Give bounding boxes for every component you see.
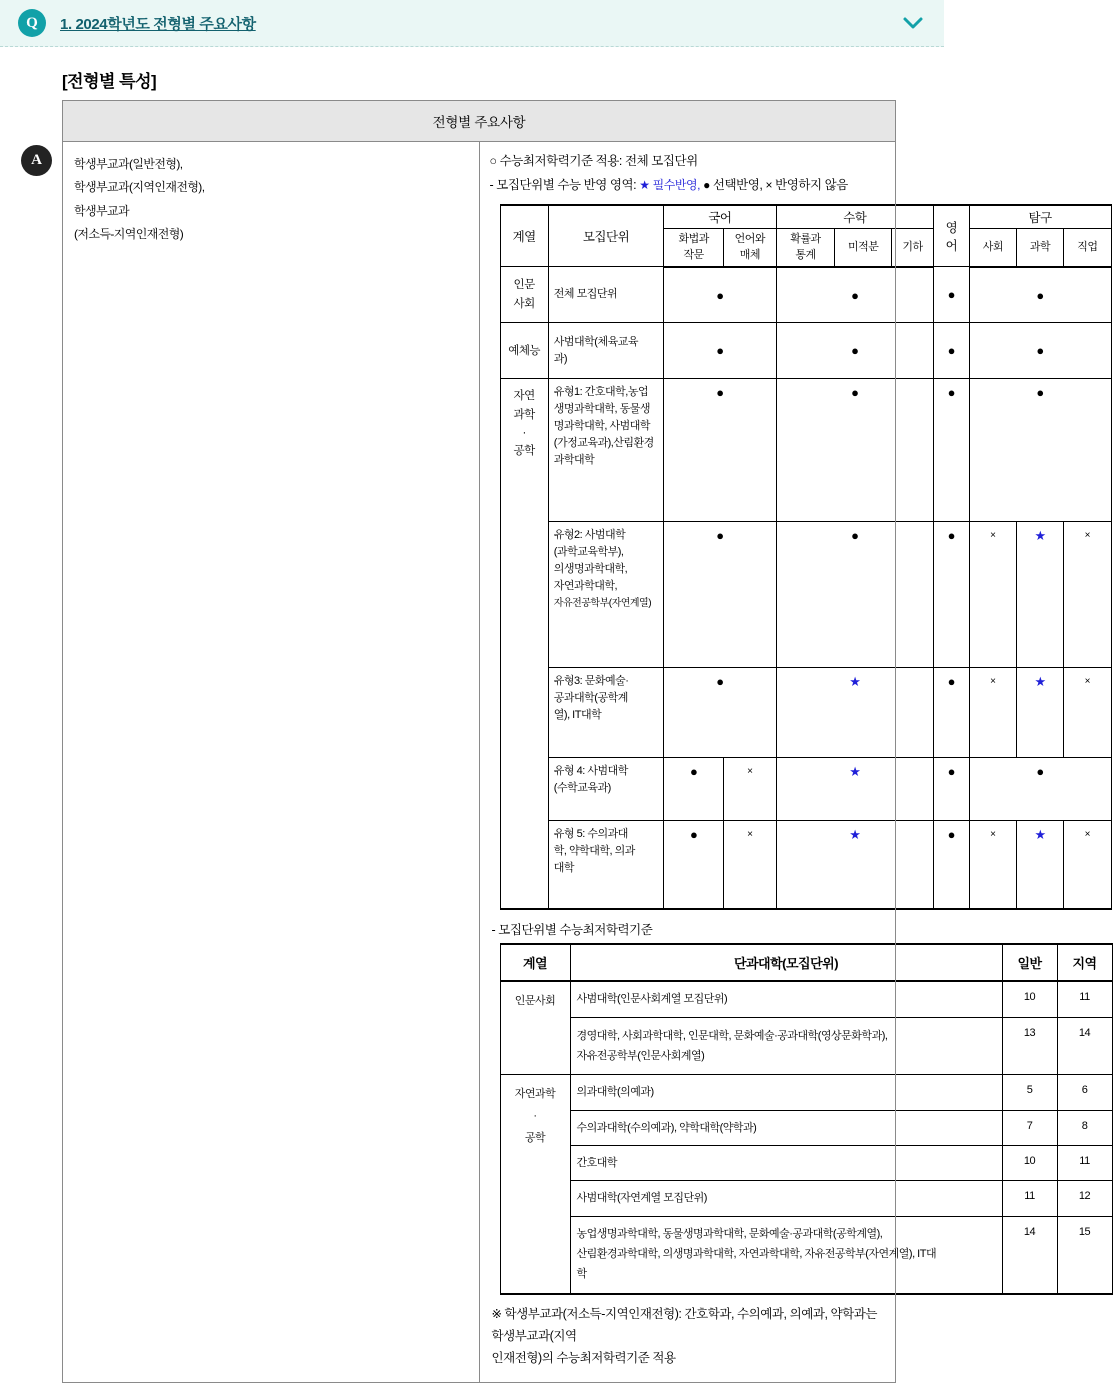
unit-line3: 대학 [553,862,575,875]
cell-korean-mark: ● [664,668,776,758]
header-math-geometry: 기하 [892,228,934,267]
cell-korean-mark: ● [664,522,776,668]
cell-math-mark: ● [776,323,933,379]
table-row [500,267,1111,323]
footnote [492,1304,884,1370]
x-icon: × [765,177,773,192]
cell-inquiry-mark: ● [969,323,1111,379]
main-outline-table [62,100,1098,1383]
cell-criteria-series: 인문사회 [500,981,570,1075]
table-row [500,758,1111,821]
cell-criteria-colleges: 간호대학 [570,1145,1002,1180]
cell-series: 예체능 [500,323,548,379]
cell-inquiry-social-mark: × [969,522,1016,668]
colleges-line1: 경영대학, 사회과학대학, 인문대학, 문화예술·공과대학(영상문화학과), [576,1029,888,1042]
cell-criteria-general: 14 [1002,1216,1057,1294]
answer-badge: A [21,145,52,176]
cell-criteria-general: 11 [1002,1181,1057,1216]
table-row [500,668,1111,758]
cell-criteria-regional: 11 [1057,1145,1112,1180]
cell-criteria-general: 13 [1002,1018,1057,1075]
cell-english-mark: ● [934,522,970,668]
unit-line2: 공과대학(공학계 [553,692,628,705]
legend-x-label: 반영하지 않음 [775,177,848,192]
unit-line5: 자유전공학부(자연계열) [553,598,652,610]
cell-criteria-regional: 11 [1057,981,1112,1018]
unit-line5: 과학대학 [553,454,595,467]
series-line2: · [533,1110,537,1123]
table-row [500,1145,1112,1180]
page-title: [전형별 특성] [62,72,157,91]
admission-details-cell [479,142,1098,1383]
cell-criteria-colleges: 사범대학(자연계열 모집단위) [570,1181,1002,1216]
table-row [500,1181,1112,1216]
cell-english-mark: ● [934,821,970,909]
footnote-line1: ※ 학생부교과(저소득-지역인재전형): 간호학과, 수의예과, 의예과, 약학과는 학생부교과(지역 [491,1307,877,1343]
table-row [500,1075,1112,1110]
unit-line1: 유형 4: 사범대학 [553,765,628,778]
cell-math-mark: ● [776,379,933,522]
colleges-line1: 농업생명과학대학, 동물생명과학대학, 문화예술·공과대학(공학계열), [576,1227,883,1240]
cell-inquiry-vocational-mark: × [1064,522,1111,668]
cell-criteria-general: 10 [1002,1145,1057,1180]
cell-inquiry-mark: ● [969,267,1111,323]
chevron-down-icon[interactable] [902,12,924,34]
minimum-criteria-table [500,943,1113,1295]
series-line1: 인문 [513,279,535,292]
cell-math-mark: ★ [776,668,933,758]
outline-table-caption: 전형별 주요사항 [63,101,896,142]
table-row [500,1110,1112,1145]
cell-criteria-colleges: 의과대학(의예과) [570,1075,1002,1110]
cell-inquiry-science-mark: ★ [1016,821,1063,909]
question-header-bar[interactable] [0,0,944,47]
header-math-probability [776,228,835,267]
legend-star-label: 필수반영, [652,177,701,192]
cell-english-mark: ● [934,323,970,379]
cell-criteria-general: 7 [1002,1110,1057,1145]
cell-korean-speech-mark: ● [664,821,724,909]
admission-type-item: 학생부교과(지역인재전형), [74,180,205,195]
admission-type-item: (저소득-지역인재전형) [74,227,184,242]
header-inquiry-social: 사회 [969,228,1016,267]
cell-math-mark: ● [776,267,933,323]
cell-criteria-colleges: 수의과대학(수의예과), 약학대학(약학과) [570,1110,1002,1145]
answer-section [0,47,1098,1383]
colleges-line3: 학 [576,1268,587,1281]
cell-criteria-regional: 8 [1057,1110,1112,1145]
unit-line1: 유형2: 사범대학 [553,529,626,542]
unit-line2: (수학교육과) [553,782,611,795]
unit-line1: 유형3: 문화예술· [553,675,629,688]
header-series: 계열 [500,205,548,267]
unit-line1: 유형1: 간호대학,농업 [553,386,649,399]
cell-criteria-regional: 6 [1057,1075,1112,1110]
cell-criteria-colleges [570,1018,1002,1075]
colleges-line2: 자유전공학부(인문사회계열) [576,1050,705,1063]
cell-math-mark: ● [776,522,933,668]
header-math: 수학 [776,205,933,229]
cell-criteria-general: 10 [1002,981,1057,1018]
series-line2: 사회 [513,297,535,310]
unit-line2: 과) [553,352,568,365]
header-english-line2: 어 [945,239,958,253]
header-english [934,205,970,267]
admission-type-cell [63,142,480,1383]
table-row [500,1216,1112,1294]
dot-icon: ● [703,177,710,192]
cell-unit [548,323,663,379]
table-row [500,522,1111,668]
star-icon: ★ [639,177,650,192]
unit-line2: 학, 약학대학, 의과 [553,845,635,858]
table-row [500,1018,1112,1075]
cell-unit [548,379,663,522]
header-criteria-general: 일반 [1002,944,1057,981]
cell-english-mark: ● [934,267,970,323]
cell-inquiry-vocational-mark: × [1064,668,1111,758]
cell-criteria-regional: 15 [1057,1216,1112,1294]
unit-line3: 열), IT대학 [553,709,602,722]
cell-korean-mark: ● [664,323,776,379]
cell-inquiry-social-mark: × [969,821,1016,909]
unit-line3: 명과학대학, 사범대학 [553,420,651,433]
header-unit: 모집단위 [548,205,663,267]
cell-criteria-colleges [570,1216,1002,1294]
cell-unit [548,821,663,909]
unit-line2: (과학교육학부), [553,546,624,559]
min-standard-note: ○ 수능최저학력기준 적용: 전체 모집단위 [489,154,698,168]
header-korean-speech-l2: 작문 [683,249,704,262]
subject-header-row-1 [500,205,1111,229]
cell-unit [548,668,663,758]
question-badge: Q [18,9,46,37]
unit-line1: 유형 5: 수의과대 [553,828,628,841]
footnote-line2: 인재전형)의 수능최저학력기준 적용 [491,1350,676,1365]
header-korean-media [724,228,776,267]
cell-inquiry-science-mark: ★ [1016,668,1063,758]
series-line3: · [522,427,526,440]
unit-line3: 의생명과학대학, [553,563,628,576]
cell-korean-mark: ● [664,379,776,522]
outline-table-header-row [63,101,896,142]
header-korean-media-l2: 매체 [739,249,760,262]
header-criteria-college: 단과대학(모집단위) [570,944,1002,981]
cell-english-mark: ● [934,758,970,821]
header-english-line1: 영 [945,221,958,235]
header-criteria-series: 계열 [500,944,570,981]
series-line2: 과학 [513,408,535,421]
cell-inquiry-science-mark: ★ [1016,522,1063,668]
series-line1: 자연 [513,390,535,403]
header-korean-media-l1: 언어와 [734,232,766,245]
cell-criteria-colleges: 사범대학(인문사회계열 모집단위) [570,981,1002,1018]
cell-korean-media-mark: × [724,821,776,909]
criteria-header-row [500,944,1112,981]
unit-line4: (가정교육과),산림환경 [553,437,654,450]
cell-english-mark: ● [934,379,970,522]
header-korean: 국어 [664,205,776,229]
table-row [500,323,1111,379]
cell-unit [548,522,663,668]
header-inquiry: 탐구 [969,205,1111,229]
cell-criteria-regional: 14 [1057,1018,1112,1075]
cell-korean-mark: ● [664,267,776,323]
cell-unit: 전체 모집단위 [548,267,663,323]
header-math-calculus: 미적분 [835,228,892,267]
cell-series [500,267,548,323]
admission-type-item: 학생부교과 [74,203,129,218]
header-korean-speech-l1: 화법과 [678,232,709,245]
header-math-prob-l2: 통계 [795,249,816,262]
cell-unit [548,758,663,821]
cell-korean-speech-mark: ● [664,758,724,821]
admission-type-item: 학생부교과(일반전형), [74,157,183,171]
cell-series [500,379,548,909]
table-row [500,379,1111,522]
unit-line4: 자연과학대학, [553,580,618,593]
cell-criteria-series [500,1075,570,1294]
outline-table-body-row [63,142,896,1383]
cell-criteria-regional: 12 [1057,1181,1112,1216]
header-criteria-regional: 지역 [1057,944,1112,981]
legend-prefix: - 모집단위별 수능 반영 영역: [489,177,637,192]
header-inquiry-vocational: 직업 [1064,228,1111,267]
symbol-legend [490,175,886,197]
table-row [500,821,1111,909]
table-row [500,981,1112,1018]
header-inquiry-science: 과학 [1016,228,1063,267]
header-korean-speech [664,228,724,267]
header-math-prob-l1: 확률과 [790,232,821,245]
colleges-line2: 산림환경과학대학, 의생명과학대학, 자연과학대학, 자유전공학부(자연계열), IT대 [576,1247,937,1260]
series-line4: 공학 [513,445,535,458]
cell-inquiry-social-mark: × [969,668,1016,758]
series-line3: 공학 [524,1132,546,1145]
legend-dot-label: 선택반영, [712,177,763,192]
criteria-label: - 모집단위별 수능최저학력기준 [491,922,653,937]
cell-english-mark: ● [934,668,970,758]
unit-line1: 사범대학(체육교육 [553,335,638,348]
cell-criteria-general: 5 [1002,1075,1057,1110]
cell-inquiry-vocational-mark: × [1064,821,1111,909]
cell-math-mark: ★ [776,821,933,909]
cell-inquiry-mark: ● [969,758,1111,821]
unit-line2: 생명과학대학, 동물생 [553,403,651,416]
question-title-link[interactable]: 1. 2024학년도 전형별 주요사항 [60,15,256,33]
cell-inquiry-mark: ● [969,379,1111,522]
series-line1: 자연과학 [514,1088,556,1101]
cell-korean-media-mark: × [724,758,776,821]
subject-reflection-table [500,204,1112,910]
cell-math-mark: ★ [776,758,933,821]
